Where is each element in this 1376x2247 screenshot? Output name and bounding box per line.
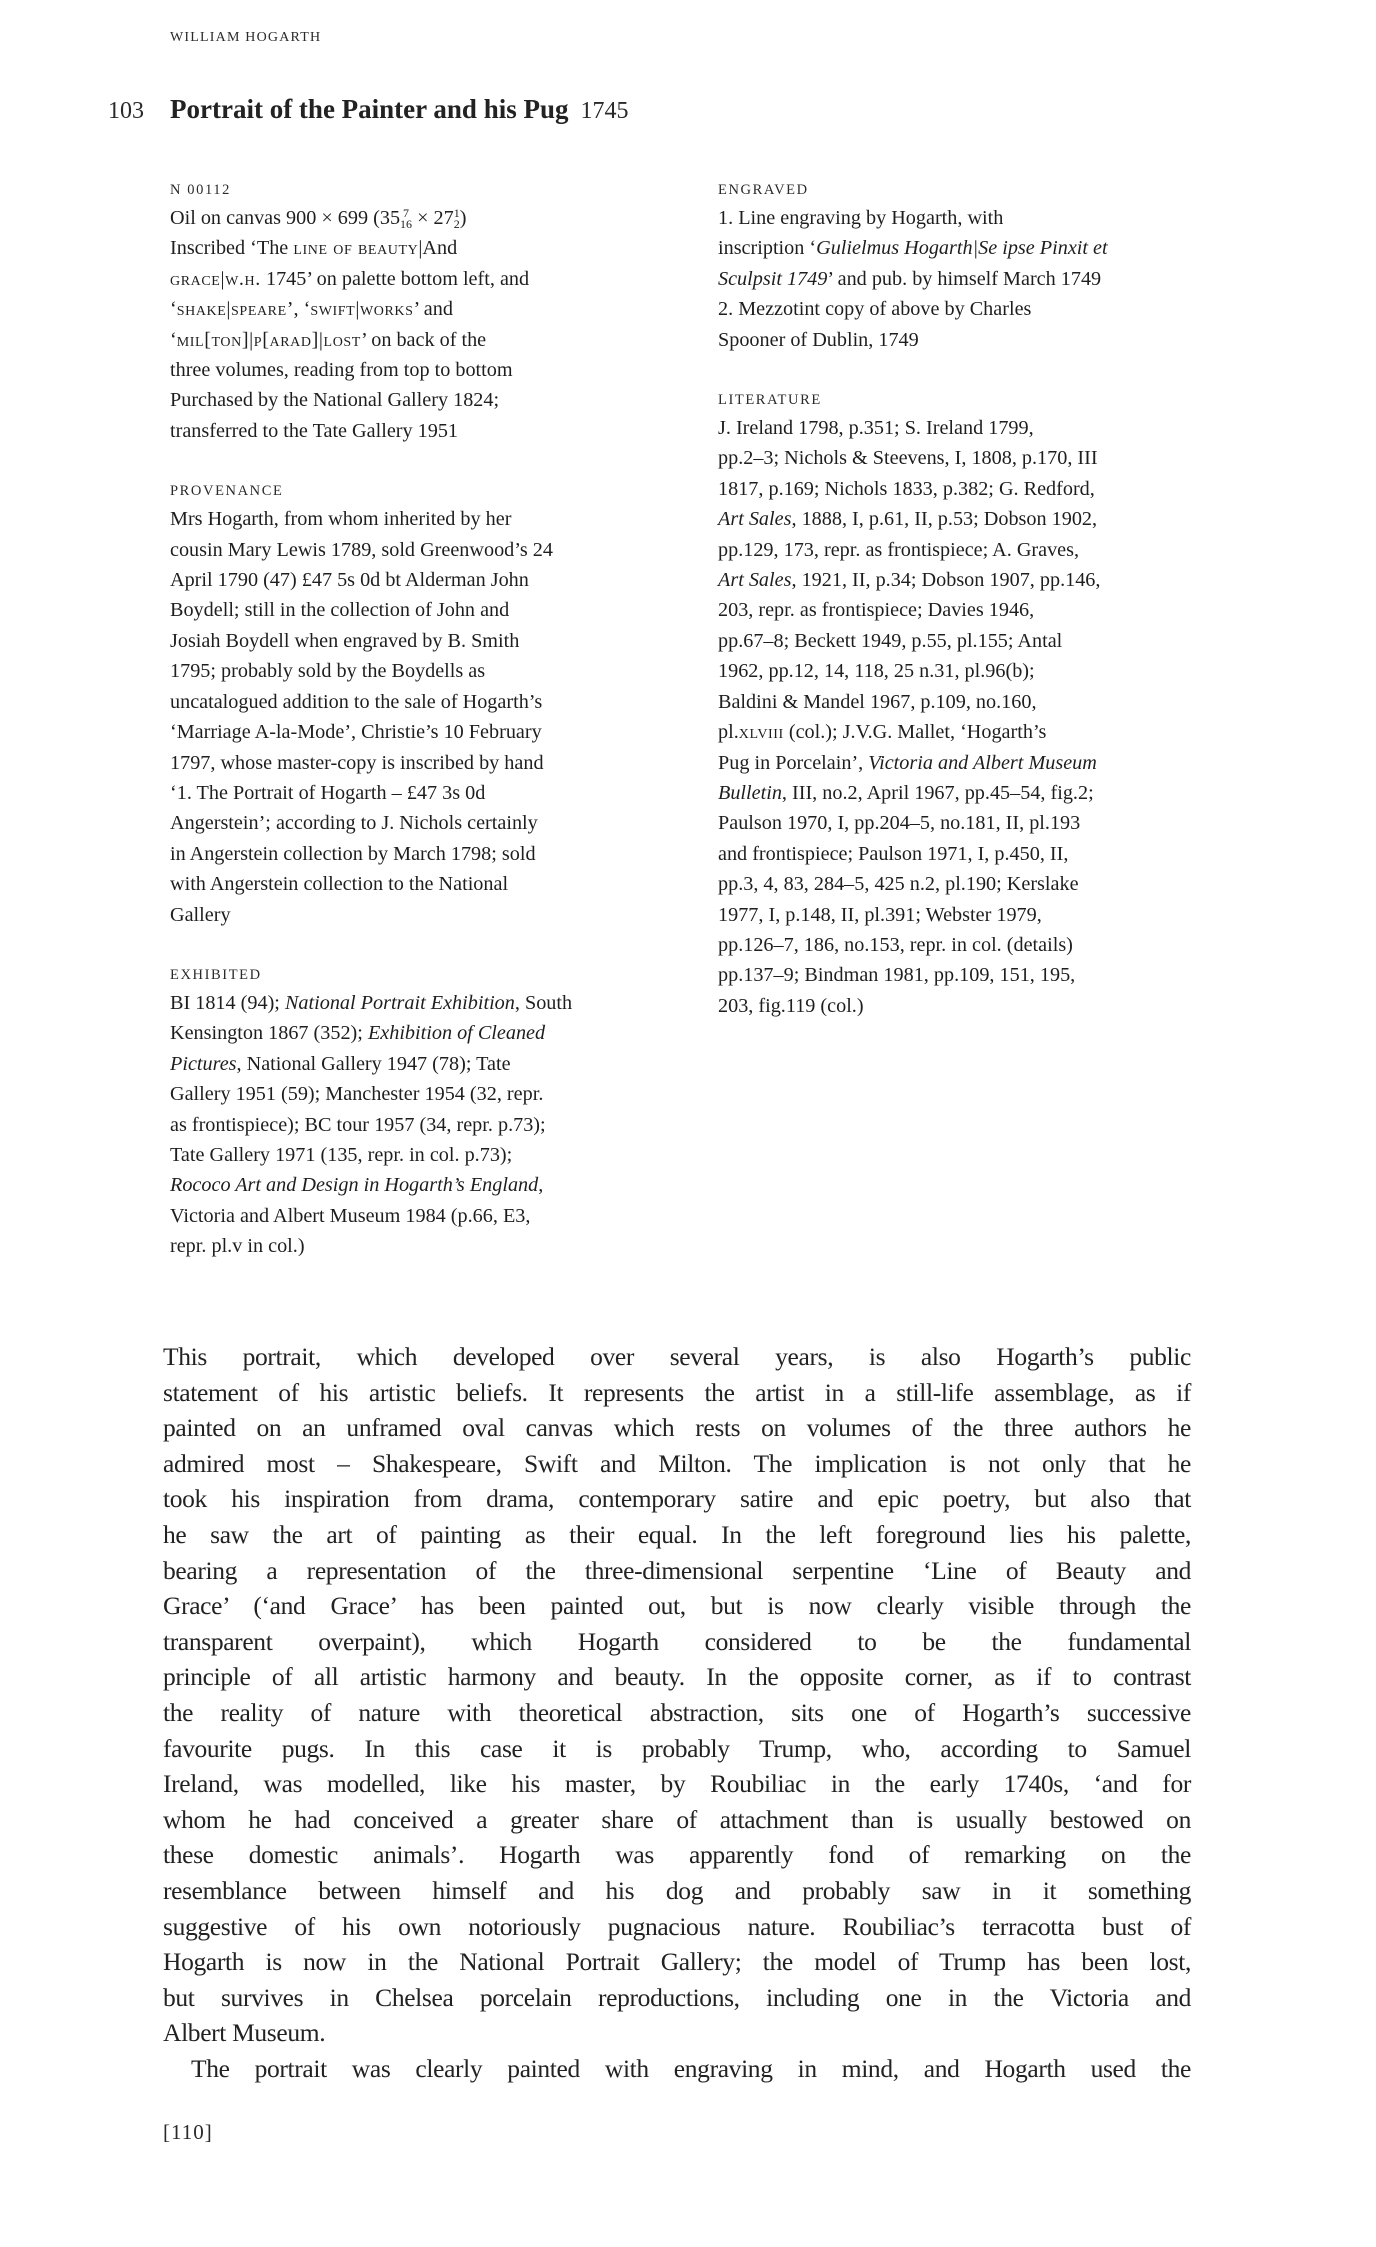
- body-line: bearing a representation of the three-dimensional serpentine ‘Line of Beauty and: [163, 1555, 1191, 1585]
- literature-line: Bulletin, III, no.2, April 1967, pp.45–54, fig.2;: [718, 781, 1094, 804]
- body-line: admired most – Shakespeare, Swift and Milton. The implication is not only that he: [163, 1448, 1191, 1478]
- literature-line: Pug in Porcelain’, Victoria and Albert Museum: [718, 751, 1097, 774]
- engraved-line: inscription ‘Gulielmus Hogarth|Se ipse Pinxit et: [718, 237, 1108, 260]
- literature-line: pp.129, 173, repr. as frontispiece; A. Graves,: [718, 538, 1080, 561]
- provenance-line: in Angerstein collection by March 1798; sold: [170, 842, 536, 865]
- body-line: favourite pugs. In this case it is probably Trump, who, according to Samuel: [163, 1733, 1191, 1763]
- engraved-line: Spooner of Dublin, 1749: [718, 328, 919, 351]
- accession-number: N 00112: [170, 182, 232, 198]
- entry-heading: [108, 94, 628, 125]
- medium-line: Oil on canvas 900 × 699 (35 7 16 × 271 2): [170, 206, 467, 232]
- provenance-line: Mrs Hogarth, from whom inherited by her: [170, 508, 512, 531]
- exhibited-line: Rococo Art and Design in Hogarth’s England,: [170, 1174, 544, 1197]
- provenance-line: cousin Mary Lewis 1789, sold Greenwood’s 24: [170, 538, 553, 561]
- provenance-line: uncatalogued addition to the sale of Hogarth’s: [170, 690, 543, 713]
- literature-section: [718, 385, 1218, 1021]
- exhibited-section: [170, 960, 660, 1262]
- literature-line: and frontispiece; Paulson 1971, I, p.450, II,: [718, 842, 1069, 865]
- exhibited-line: Victoria and Albert Museum 1984 (p.66, E3,: [170, 1204, 531, 1227]
- literature-line: J. Ireland 1798, p.351; S. Ireland 1799,: [718, 417, 1034, 440]
- inscription-line: ‘shake|speare’, ‘swift|works’ and: [170, 298, 453, 321]
- engraved-section: [718, 175, 1218, 355]
- literature-line: pp.3, 4, 83, 284–5, 425 n.2, pl.190; Kerslake: [718, 873, 1079, 896]
- exhibited-line: Kensington 1867 (352); Exhibition of Cleaned: [170, 1022, 546, 1045]
- object-details: [170, 175, 660, 446]
- body-line: suggestive of his own notoriously pugnacious nature. Roubiliac’s terracotta bust of: [163, 1911, 1191, 1941]
- inscription-line: three volumes, reading from top to bottom: [170, 359, 513, 382]
- exhibited-line: Gallery 1951 (59); Manchester 1954 (32, repr.: [170, 1083, 544, 1106]
- inscription-line: grace|w.h. 1745’ on palette bottom left, and: [170, 267, 530, 290]
- literature-line: pp.137–9; Bindman 1981, pp.109, 151, 195,: [718, 964, 1076, 987]
- exhibited-line: as frontispiece); BC tour 1957 (34, repr. p.73);: [170, 1113, 546, 1136]
- body-line: the reality of nature with theoretical abstraction, sits one of Hogarth’s successive: [163, 1697, 1191, 1727]
- entry-year: 1745: [580, 98, 629, 124]
- body-line: transparent overpaint), which Hogarth considered to be the fundamental: [163, 1626, 1191, 1656]
- exhibited-line: Pictures, National Gallery 1947 (78); Tate: [170, 1052, 511, 1075]
- body-line: The portrait was clearly painted with engraving in mind, and Hogarth used the: [191, 2053, 1191, 2083]
- exhibited-line: BI 1814 (94); National Portrait Exhibition, South: [170, 991, 573, 1014]
- provenance-line: ‘Marriage A-la-Mode’, Christie’s 10 February: [170, 721, 542, 744]
- fraction: 1 2: [453, 206, 460, 232]
- provenance-line: 1795; probably sold by the Boydells as: [170, 660, 486, 683]
- catalogue-left-column: [170, 175, 660, 1292]
- page-number: [110]: [163, 2120, 213, 2144]
- body-line: This portrait, which developed over several years, is also Hogarth’s public: [163, 1342, 1191, 1371]
- catalogue-right-column: [718, 175, 1218, 1051]
- exhibited-line: Tate Gallery 1971 (135, repr. in col. p.73);: [170, 1143, 513, 1166]
- provenance-line: 1797, whose master-copy is inscribed by hand: [170, 751, 544, 774]
- provenance-label: PROVENANCE: [170, 483, 284, 500]
- provenance-line: ‘1. The Portrait of Hogarth – £47 3s 0d: [170, 781, 486, 804]
- body-line: these domestic animals’. Hogarth was apparently fond of remarking on the: [163, 1840, 1191, 1870]
- exhibited-label: EXHIBITED: [170, 966, 262, 983]
- body-line: Albert Museum.: [163, 2018, 326, 2048]
- literature-line: Baldini & Mandel 1967, p.109, no.160,: [718, 690, 1037, 713]
- entry-title: Portrait of the Painter and his Pug: [170, 94, 569, 124]
- engraved-line: Sculpsit 1749’ and pub. by himself March 1749: [718, 267, 1102, 290]
- provenance-line: with Angerstein collection to the National: [170, 873, 509, 896]
- literature-line: pp.67–8; Beckett 1949, p.55, pl.155; Antal: [718, 629, 1063, 652]
- body-line: principle of all artistic harmony and beauty. In the opposite corner, as if to contrast: [163, 1662, 1191, 1692]
- body-line: Grace’ (‘and Grace’ has been painted out, but is now clearly visible through the: [163, 1591, 1191, 1621]
- body-line: statement of his artistic beliefs. It represents the artist in a still-life assemblage, as if: [163, 1377, 1191, 1407]
- provenance-line: Josiah Boydell when engraved by B. Smith: [170, 629, 520, 652]
- body-line: he saw the art of painting as their equal. In the left foreground lies his palette,: [163, 1519, 1191, 1549]
- literature-label: LITERATURE: [718, 392, 822, 409]
- literature-line: 203, fig.119 (col.): [718, 994, 864, 1017]
- engraved-line: 2. Mezzotint copy of above by Charles: [718, 298, 1032, 321]
- literature-line: 1817, p.169; Nichols 1833, p.382; G. Redford,: [718, 477, 1095, 500]
- body-line: but survives in Chelsea porcelain reproductions, including one in the Victoria and: [163, 1982, 1191, 2012]
- provenance-line: Gallery: [170, 903, 231, 926]
- literature-line: 1962, pp.12, 14, 118, 25 n.31, pl.96(b);: [718, 660, 1035, 683]
- body-line: resemblance between himself and his dog and probably saw in it something: [163, 1875, 1191, 1905]
- fraction: 7 16: [400, 206, 413, 232]
- literature-line: pl.xlviii (col.); J.V.G. Mallet, ‘Hogarth’s: [718, 721, 1047, 744]
- provenance-line: April 1790 (47) £47 5s 0d bt Alderman John: [170, 569, 529, 592]
- running-head: WILLIAM HOGARTH: [170, 30, 322, 45]
- body-line: Ireland, was modelled, like his master, by Roubiliac in the early 1740s, ‘and for: [163, 1769, 1191, 1799]
- engraved-label: ENGRAVED: [718, 182, 809, 198]
- literature-line: 1977, I, p.148, II, pl.391; Webster 1979,: [718, 903, 1042, 926]
- literature-line: Art Sales, 1888, I, p.61, II, p.53; Dobson 1902,: [718, 508, 1098, 531]
- inscription-line: ‘mil[ton]|p[arad]|lost’ on back of the: [170, 328, 487, 351]
- body-line: Hogarth is now in the National Portrait Gallery; the model of Trump has been lost,: [163, 1947, 1191, 1977]
- provenance-line: Angerstein’; according to J. Nichols certainly: [170, 812, 538, 835]
- provenance-section: [170, 476, 660, 930]
- body-line: painted on an unframed oval canvas which rests on volumes of the three authors he: [163, 1413, 1191, 1443]
- literature-line: 203, repr. as frontispiece; Davies 1946,: [718, 599, 1035, 622]
- body-line: took his inspiration from drama, contemporary satire and epic poetry, but also that: [163, 1484, 1191, 1514]
- literature-line: Art Sales, 1921, II, p.34; Dobson 1907, pp.146,: [718, 569, 1101, 592]
- catalogue-number: 103: [108, 98, 144, 124]
- exhibited-line: repr. pl.v in col.): [170, 1235, 305, 1258]
- literature-line: pp.2–3; Nichols & Steevens, I, 1808, p.170, III: [718, 447, 1098, 470]
- acquisition-line: Purchased by the National Gallery 1824;: [170, 389, 500, 412]
- commentary-text: [163, 1339, 1191, 2086]
- body-line: whom he had conceived a greater share of attachment than is usually bestowed on: [163, 1804, 1191, 1834]
- engraved-line: 1. Line engraving by Hogarth, with: [718, 207, 1004, 229]
- inscription-line: Inscribed ‘The line of beauty|And: [170, 237, 458, 260]
- provenance-line: Boydell; still in the collection of John and: [170, 599, 510, 622]
- literature-line: pp.126–7, 186, no.153, repr. in col. (details): [718, 933, 1073, 956]
- acquisition-line: transferred to the Tate Gallery 1951: [170, 419, 459, 442]
- literature-line: Paulson 1970, I, pp.204–5, no.181, II, pl.193: [718, 812, 1081, 835]
